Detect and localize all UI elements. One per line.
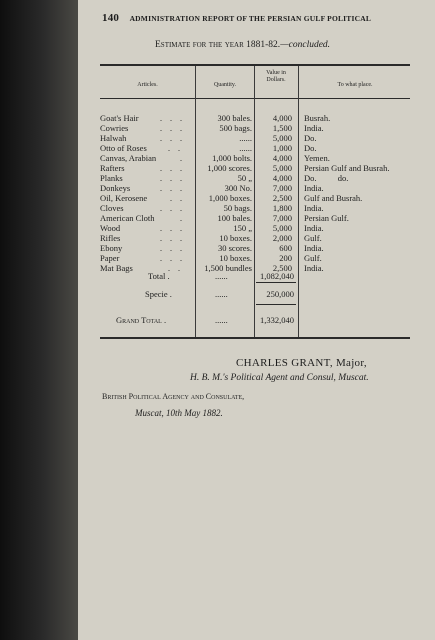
cell-quantity: 50 bags. <box>223 203 252 213</box>
cell-place: Gulf and Busrah. <box>304 193 363 203</box>
cell-quantity: 1,500 bundles <box>204 263 252 273</box>
cell-place: Do. <box>304 143 317 153</box>
column-divider <box>254 66 255 338</box>
cell-place: India. <box>304 263 324 273</box>
col-header-value: Value in Dollars. <box>266 70 286 83</box>
col-header-place: To what place. <box>337 82 373 88</box>
cell-place: India. <box>304 123 324 133</box>
cell-place: Do. <box>304 133 317 143</box>
table-top-rule <box>100 64 410 66</box>
cell-leader: . . . <box>160 234 185 243</box>
signatory-name: CHARLES GRANT, Major, <box>236 357 367 369</box>
cell-quantity: 500 bags. <box>219 123 252 133</box>
cell-quantity: 100 bales. <box>217 213 252 223</box>
running-title: ADMINISTRATION REPORT OF THE PERSIAN GULF POLITICAL <box>129 14 372 23</box>
specie-value: 250,000 <box>266 289 294 299</box>
total-label: Total . <box>148 271 170 281</box>
cell-article: Rafters <box>100 163 125 173</box>
grand-total-label: Grand Total . <box>116 315 167 325</box>
cell-article: Oil, Kerosene <box>100 193 148 203</box>
cell-place: India. <box>304 203 324 213</box>
cell-article: Paper <box>100 253 120 263</box>
cell-quantity: ...... <box>239 143 252 153</box>
cell-value: 1,000 <box>272 143 292 153</box>
total-dots: ...... <box>215 271 228 281</box>
cell-value: 7,000 <box>272 183 292 193</box>
cell-value: 2,500 <box>272 193 292 203</box>
cell-quantity: 1,000 bolts. <box>212 153 252 163</box>
grand-total-dots: ...... <box>215 315 228 325</box>
cell-value: 2,000 <box>272 233 292 243</box>
cell-article: Rifles <box>100 233 121 243</box>
cell-value: 1,500 <box>272 123 292 133</box>
table-header-rule <box>100 98 410 99</box>
cell-article: Wood <box>100 223 121 233</box>
cell-leader: . . <box>170 194 185 203</box>
cell-value: 2,500 <box>272 263 292 273</box>
total-underline <box>256 282 296 283</box>
cell-leader: . . . <box>160 204 185 213</box>
cell-quantity: 150 „ <box>233 223 252 233</box>
cell-place: Yemen. <box>304 153 330 163</box>
specie-underline <box>256 304 296 305</box>
date-line: Muscat, 10th May 1882. <box>135 408 223 418</box>
cell-leader: . . <box>168 264 183 273</box>
cell-leader: . . . <box>160 174 185 183</box>
cell-quantity: 10 boxes. <box>219 253 252 263</box>
cell-place: Gulf. <box>304 253 322 263</box>
cell-place: India. <box>304 183 324 193</box>
cell-value: 600 <box>279 243 292 253</box>
cell-place: Persian Gulf and Busrah. <box>304 163 390 173</box>
cell-leader: . . <box>168 144 183 153</box>
cell-quantity: 1,000 boxes. <box>208 193 252 203</box>
cell-article: Planks <box>100 173 123 183</box>
cell-place: Persian Gulf. <box>304 213 349 223</box>
cell-leader: . . . <box>160 114 185 123</box>
cell-value: 5,000 <box>272 133 292 143</box>
office-line: British Political Agency and Consulate, <box>102 392 245 401</box>
cell-article: Mat Bags <box>100 263 133 273</box>
cell-leader: . <box>180 214 185 223</box>
cell-article: Donkeys <box>100 183 131 193</box>
cell-quantity: 50 „ <box>237 173 252 183</box>
page-number: 140 <box>102 12 120 24</box>
cell-place: Busrah. <box>304 113 331 123</box>
cell-leader: . . . <box>160 134 185 143</box>
cell-place: Gulf. <box>304 233 322 243</box>
table-caption <box>155 40 405 50</box>
cell-leader: . . . <box>160 254 185 263</box>
grand-total-value: 1,332,040 <box>260 315 294 325</box>
cell-quantity: ...... <box>239 133 252 143</box>
cell-value: 4,000 <box>272 113 292 123</box>
cell-value: 5,000 <box>272 223 292 233</box>
book-spine-shadow <box>0 0 78 640</box>
cell-place: India. <box>304 243 324 253</box>
cell-value: 7,000 <box>272 213 292 223</box>
cell-article: Ebony <box>100 243 123 253</box>
cell-value: 5,000 <box>272 163 292 173</box>
cell-value: 4,000 <box>272 173 292 183</box>
cell-article: Canvas, Arabian <box>100 153 157 163</box>
cell-place: India. <box>304 223 324 233</box>
cell-quantity: 30 scores. <box>218 243 252 253</box>
cell-leader: . . . <box>160 184 185 193</box>
cell-article: American Cloth <box>100 213 155 223</box>
cell-article: Otto of Roses <box>100 143 147 153</box>
table-bottom-rule <box>100 337 410 339</box>
cell-place: Do. do. <box>304 173 349 183</box>
cell-quantity: 300 bales. <box>217 113 252 123</box>
total-value: 1,082,040 <box>260 271 294 281</box>
page-header <box>102 12 422 28</box>
specie-dots: ...... <box>215 289 228 299</box>
col-header-articles: Articles. <box>137 82 158 88</box>
col-header-quantity: Quantity. <box>213 82 237 88</box>
cell-article: Halwah <box>100 133 127 143</box>
cell-value: 4,000 <box>272 153 292 163</box>
cell-quantity: 300 No. <box>224 183 252 193</box>
cell-quantity: 1,000 scores. <box>207 163 252 173</box>
caption-main: Estimate for the year 1881-82. <box>155 40 281 50</box>
cell-article: Cloves <box>100 203 124 213</box>
signatory-title: H. B. M.'s Political Agent and Consul, Muscat. <box>190 373 369 383</box>
cell-leader: . . . <box>160 244 185 253</box>
caption-suffix: —concluded. <box>280 40 331 50</box>
cell-value: 1,800 <box>272 203 292 213</box>
column-divider <box>298 66 299 338</box>
cell-leader: . . . <box>160 224 185 233</box>
cell-article: Cowries <box>100 123 129 133</box>
cell-leader: . . . <box>160 124 185 133</box>
cell-value: 200 <box>279 253 292 263</box>
cell-quantity: 10 boxes. <box>219 233 252 243</box>
specie-label: Specie . <box>145 289 172 299</box>
cell-leader: . <box>180 154 185 163</box>
cell-article: Goat's Hair <box>100 113 139 123</box>
cell-leader: . . . <box>160 164 185 173</box>
